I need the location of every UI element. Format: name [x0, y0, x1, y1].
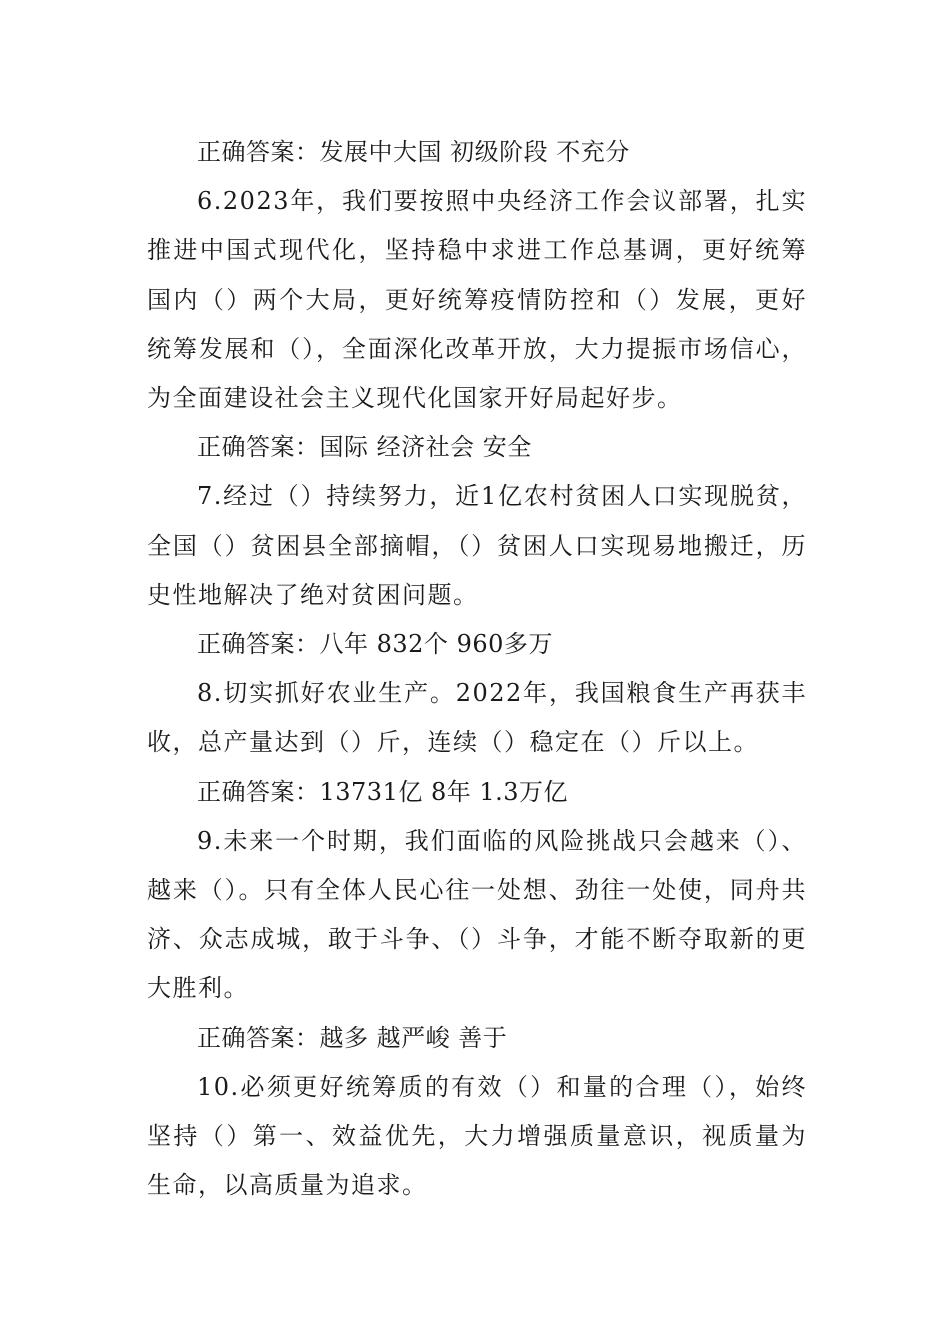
question-8: 8.切实抓好农业生产。2022年，我国粮食生产再获丰收，总产量达到（）斤，连续（）稳定在（）斤以上。 — [147, 679, 807, 757]
question-10: 10.必须更好统筹质的有效（）和量的合理（），始终坚持（）第一、效益优先，大力增强质量意识，视质量为生命，以高质量为追求。 — [147, 1072, 807, 1200]
answer-5: 正确答案：发展中大国 初级阶段 不充分 — [197, 138, 630, 166]
answer-9: 正确答案：越多 越严峻 善于 — [197, 1023, 508, 1052]
answer-6: 正确答案：国际 经济社会 安全 — [197, 433, 532, 462]
question-7: 7.经过（）持续努力，近1亿农村贫困人口实现脱贫，全国（）贫困县全部摘帽，（）贫困人口实现易地搬迁，历史性地解决了绝对贫困问题。 — [147, 482, 807, 609]
question-9: 9.未来一个时期，我们面临的风险挑战只会越来（）、越来（）。只有全体人民心往一处想、劲往一处使，同舟共济、众志成城，敢于斗争、（）斗争，才能不断夺取新的更大胜利。 — [147, 826, 807, 1003]
answer-7: 正确答案：八年 832个 960多万 — [197, 630, 553, 659]
answer-8: 正确答案：13731亿 8年 1.3万亿 — [197, 777, 569, 806]
document-page — [147, 128, 807, 1210]
question-6: 6.2023年，我们要按照中央经济工作会议部署，扎实推进中国式现代化，坚持稳中求进工作总基调，更好统筹国内（）两个大局，更好统筹疫情防控和（）发展，更好统筹发展和（），全面深化改革开放，大力提振市场信心，为全面建设社会主义现代化国家开好局起好步。 — [147, 187, 807, 413]
